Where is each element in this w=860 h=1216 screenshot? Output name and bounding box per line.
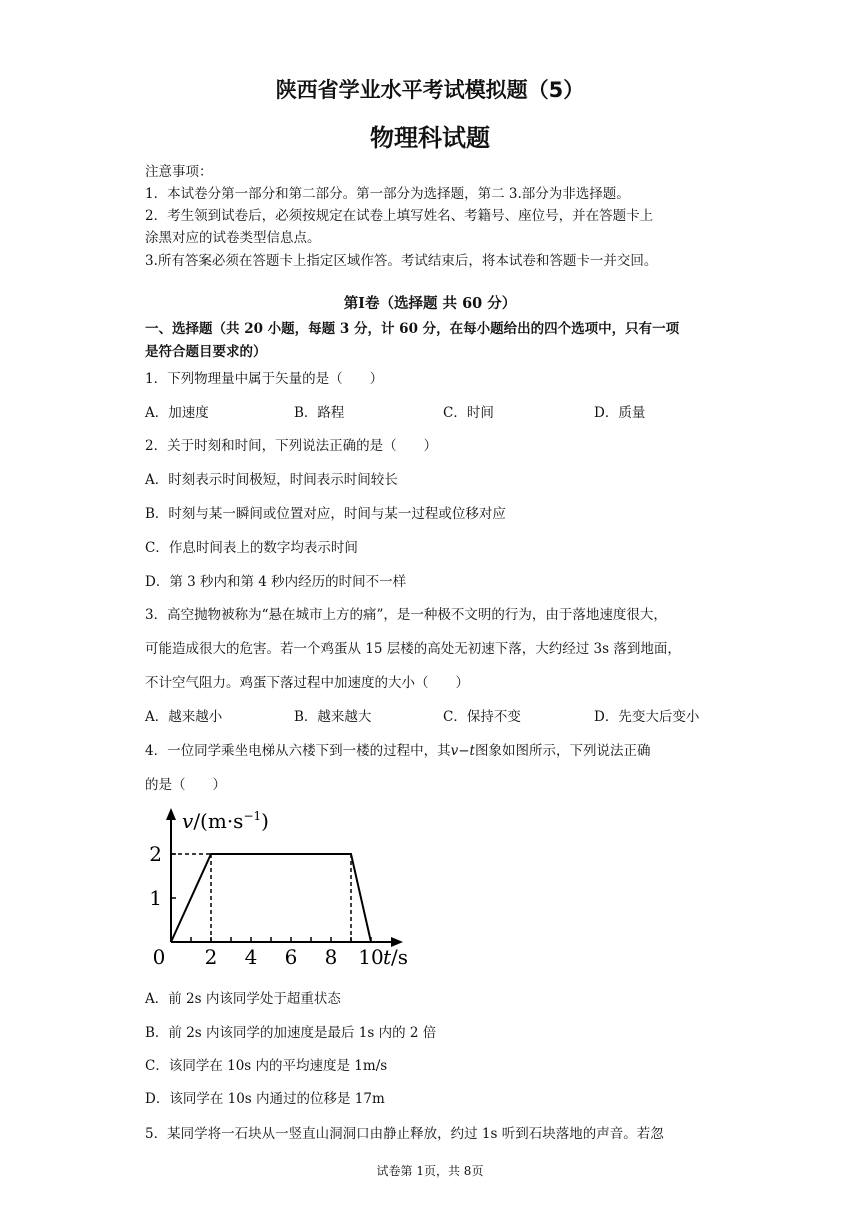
exam-title: 陕西省学业水平考试模拟题（5）: [275, 78, 585, 102]
q4-stem-var: v−t: [450, 743, 475, 759]
x-tick-label: 6: [284, 945, 298, 969]
section-title: 第Ⅰ卷（选择题 共 60 分）: [343, 295, 517, 312]
q1-option-b: B．路程: [294, 405, 345, 421]
q4-stem-post: 图象如图所示，下列说法正确: [474, 743, 651, 759]
page-footer: 试卷第 1页，共 8页: [376, 1164, 484, 1178]
velocity-series-line: [171, 854, 371, 942]
q5-stem-line1: 5．某同学将一石块从一竖直山洞洞口由静止释放，约过 1s 听到石块落地的声音。若忽: [145, 1126, 664, 1142]
q4-stem-line2: 的是（ ）: [145, 777, 226, 793]
q1-option-a: A．加速度: [145, 405, 209, 421]
q4-option-b: B．前 2s 内该同学的加速度是最后 1s 内的 2 倍: [145, 1025, 437, 1041]
exam-subtitle: 物理科试题: [370, 124, 490, 152]
q2-option-d: D．第 3 秒内和第 4 秒内经历的时间不一样: [145, 574, 407, 590]
section-instructions: 一、选择题（共 20 小题，每题 3 分，计 60 分，在每小题给出的四个选项中，只有一项: [145, 321, 680, 337]
x-tick-label: 8: [324, 945, 338, 969]
q1-stem: 1．下列物理量中属于矢量的是（ ）: [145, 371, 384, 387]
q3-option-c: C．保持不变: [443, 709, 521, 725]
x-tick-label: 10: [358, 945, 384, 969]
notes-item-2-cont: 涂黑对应的试卷类型信息点。: [145, 230, 321, 246]
x-tick-label: 4: [244, 945, 258, 969]
y-tick-label: 1: [149, 886, 162, 910]
q3-stem-line1: 3．高空抛物被称为“悬在城市上方的痛”，是一种极不文明的行为，由于落地速度很大，: [145, 607, 667, 623]
notes-item-1: 1．本试卷分第一部分和第二部分。第一部分为选择题，第二 3.部分为非选择题。: [145, 186, 630, 202]
q3-option-a: A．越来越小: [145, 709, 223, 725]
q2-option-a: A．时刻表示时间极短，时间表示时间较长: [145, 472, 398, 488]
q4-stem-line1: [145, 739, 725, 759]
q4-stem-pre: 4．一位同学乘坐电梯从六楼下到一楼的过程中，其: [145, 743, 451, 759]
q2-option-b: B．时刻与某一瞬间或位置对应，时间与某一过程或位移对应: [145, 506, 506, 522]
notes-item-2: 2．考生领到试卷后，必须按规定在试卷上填写姓名、考籍号、座位号，并在答题卡上: [145, 208, 654, 224]
q4-option-c: C．该同学在 10s 内的平均速度是 1m/s: [145, 1058, 388, 1074]
q4-option-d: D．该同学在 10s 内通过的位移是 17m: [145, 1091, 385, 1107]
q3-option-b: B．越来越大: [294, 709, 372, 725]
y-axis-label: $v/(m\cdot s^{-1})$: [182, 809, 269, 833]
y-tick-label: 2: [149, 842, 162, 866]
q3-stem-line3: 不计空气阻力。鸡蛋下落过程中加速度的大小（ ）: [145, 675, 469, 691]
x-tick-label: 2: [204, 945, 218, 969]
q1-option-c: C．时间: [443, 405, 494, 421]
q2-option-c: C．作息时间表上的数字均表示时间: [145, 540, 358, 556]
q3-option-d: D．先变大后变小: [594, 709, 700, 725]
q3-stem-line2: 可能造成很大的危害。若一个鸡蛋从 15 层楼的高处无初速下落，大约经过 3s 落到地面，: [145, 641, 681, 657]
section-instructions-cont: 是符合题目要求的）: [145, 344, 267, 360]
x-tick-label: 0: [152, 945, 166, 969]
vt-graph: [148, 800, 418, 980]
y-axis-arrow: [166, 808, 176, 820]
q4-option-a: A．前 2s 内该同学处于超重状态: [145, 991, 341, 1007]
x-axis-label: t/s: [383, 945, 409, 969]
notes-item-3: 3.所有答案必须在答题卡上指定区域作答。考试结束后，将本试卷和答题卡一并交回。: [145, 253, 658, 269]
q2-stem: 2．关于时刻和时间，下列说法正确的是（ ）: [145, 438, 438, 454]
q1-option-d: D．质量: [594, 405, 646, 421]
notes-heading: 注意事项：: [145, 164, 213, 180]
